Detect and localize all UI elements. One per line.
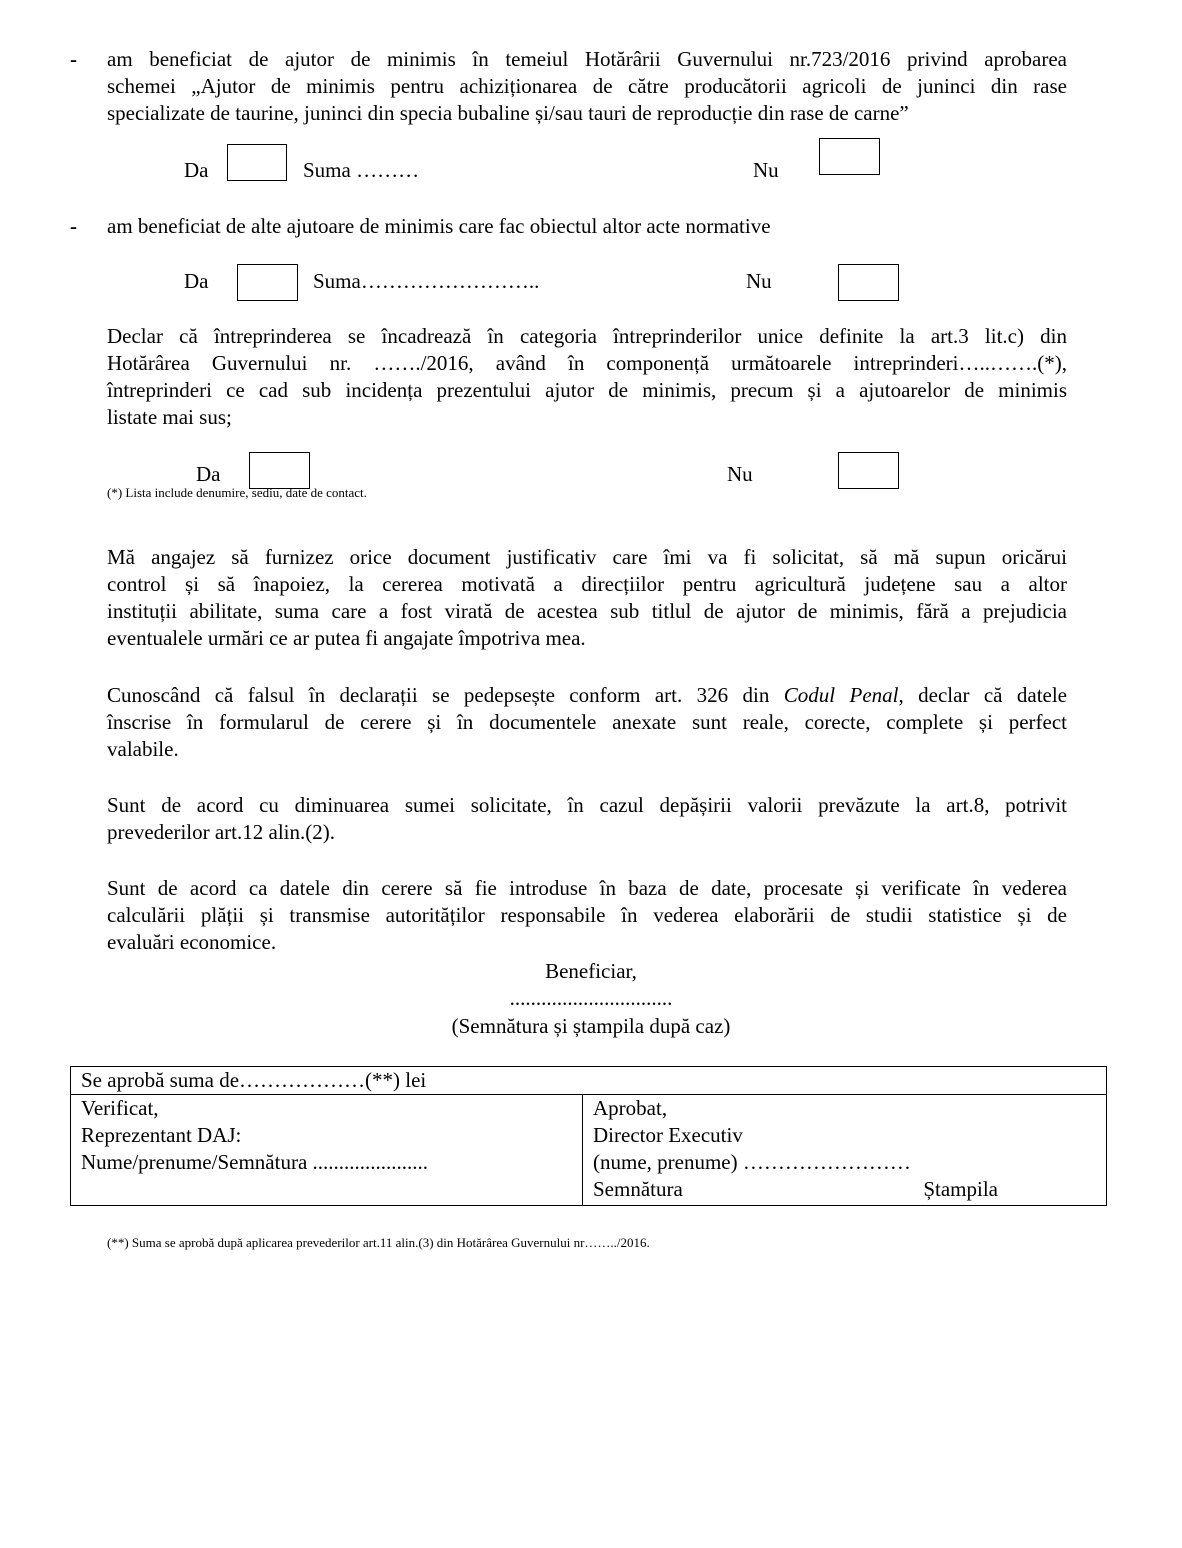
executive-director-label: Director Executiv — [593, 1123, 743, 1147]
section1-text — [107, 46, 1067, 127]
verification-cell[interactable] — [71, 1095, 583, 1206]
falsity-line — [107, 682, 1067, 709]
section1-line: schemei „Ajutor de minimis pentru achiziționarea de către producătorii agricoli de juninci din rase — [107, 74, 1067, 98]
section3-text — [107, 323, 1067, 431]
section2-da-label: Da — [184, 269, 209, 293]
section3-nu-checkbox[interactable] — [838, 452, 899, 489]
commitment-paragraph — [107, 544, 1067, 652]
commitment-line: Mă angajez să furnizez orice document justificativ care îmi va fi solicitat, să mă supun oricărui — [107, 545, 1067, 569]
section1-line: am beneficiat de ajutor de minimis în temeiul Hotărârii Guvernului nr.723/2016 privind aprobarea — [107, 47, 1067, 71]
section1-nu-label: Nu — [753, 158, 779, 182]
beneficiary-signature-caption: (Semnătura și ștampila după caz) — [451, 1014, 731, 1038]
bullet-2: - — [70, 214, 77, 238]
reduction-line: prevederilor art.12 alin.(2). — [107, 820, 335, 844]
section2-line: am beneficiat de alte ajutoare de minimis care fac obiectul altor acte normative — [107, 214, 771, 238]
falsity-paragraph — [107, 682, 1067, 763]
codul-penal-text: Codul Penal — [783, 683, 899, 707]
reduction-paragraph — [107, 792, 1067, 846]
bottom-footnote: (**) Suma se aprobă după aplicarea prevederilor art.11 alin.(3) din Hotărârea Guvernului nr……../2016. — [107, 1235, 650, 1250]
data-consent-paragraph — [107, 875, 1067, 956]
approved-label: Aprobat, — [593, 1096, 668, 1120]
beneficiary-title: Beneficiar, — [545, 959, 637, 983]
section1-da-label: Da — [184, 158, 209, 182]
section3-line: Declar că întreprinderea se încadrează în categoria întreprinderilor unice definite la art.3 lit.c) din — [107, 324, 1067, 348]
beneficiary-signature-dots[interactable]: ............................... — [509, 986, 673, 1010]
section3-line: Hotărârea Guvernului nr. ……./2016, având în componență următoarele intreprinderi…..…….(*), — [107, 351, 1067, 375]
verified-label: Verificat, — [81, 1096, 159, 1120]
data-consent-line: evaluări economice. — [107, 930, 277, 954]
section1-da-checkbox[interactable] — [227, 144, 287, 181]
commitment-line: instituții abilitate, suma care a fost virată de acestea sub titlul de ajutor de minimis, fără a prejudicia — [107, 599, 1067, 623]
section3-da-label: Da — [196, 462, 221, 486]
bullet-1: - — [70, 47, 77, 71]
approval-table-header[interactable]: Se aprobă suma de………………(**) lei — [71, 1067, 1107, 1095]
stamp-label: Ștampila — [923, 1177, 998, 1201]
section3-da-checkbox[interactable] — [249, 452, 310, 489]
signature-stamp-row — [593, 1176, 1096, 1203]
name-signature-label: Nume/prenume/Semnătura ...................... — [81, 1150, 429, 1174]
signature-label: Semnătura — [593, 1177, 683, 1201]
data-consent-line: calculării plății și transmise autorităților responsabile în vederea elaborării de studii statistice și de — [107, 903, 1067, 927]
section2-text — [107, 213, 1067, 240]
director-name-label: (nume, prenume) …………………… — [593, 1150, 911, 1174]
section1-suma-label: Suma ……… — [303, 158, 420, 182]
commitment-line: eventualele urmări ce ar putea fi angajate împotriva mea. — [107, 626, 586, 650]
section2-nu-checkbox[interactable] — [838, 264, 899, 301]
section3-footnote: (*) Lista include denumire, sediu, date de contact. — [107, 485, 367, 500]
falsity-line1-after: , declar că datele — [898, 683, 1068, 707]
section3-line: listate mai sus; — [107, 405, 232, 429]
falsity-line1-before: Cunoscând că falsul în declarații se pedepsește conform art. 326 din — [107, 683, 784, 707]
approval-table — [70, 1066, 1107, 1206]
daj-representative-label: Reprezentant DAJ: — [81, 1123, 242, 1147]
falsity-line: valabile. — [107, 737, 179, 761]
section2-nu-label: Nu — [746, 269, 772, 293]
data-consent-line: Sunt de acord ca datele din cerere să fie introduse în baza de date, procesate și verificate în vederea — [107, 876, 1067, 900]
section2-da-checkbox[interactable] — [237, 264, 298, 301]
reduction-line: Sunt de acord cu diminuarea sumei solicitate, în cazul depășirii valorii prevăzute la art.8, potrivit — [107, 793, 1067, 817]
section3-nu-label: Nu — [727, 462, 753, 486]
falsity-line: înscrise în formularul de cerere și în documentele anexate sunt reale, corecte, complete și perfect — [107, 710, 1067, 734]
section2-suma-label: Suma…………………….. — [313, 269, 540, 293]
section1-nu-checkbox[interactable] — [819, 138, 880, 175]
section1-line: specializate de taurine, juninci din specia bubaline și/sau tauri de reproducție din rase de carne” — [107, 101, 909, 125]
approval-cell[interactable] — [583, 1095, 1107, 1206]
commitment-line: control și să înapoiez, la cererea motivată a direcțiilor pentru agricultură județene sau a altor — [107, 572, 1067, 596]
section3-line: întreprinderi ce cad sub incidența prezentului ajutor de minimis, precum și a ajutoarelor de minimis — [107, 378, 1067, 402]
